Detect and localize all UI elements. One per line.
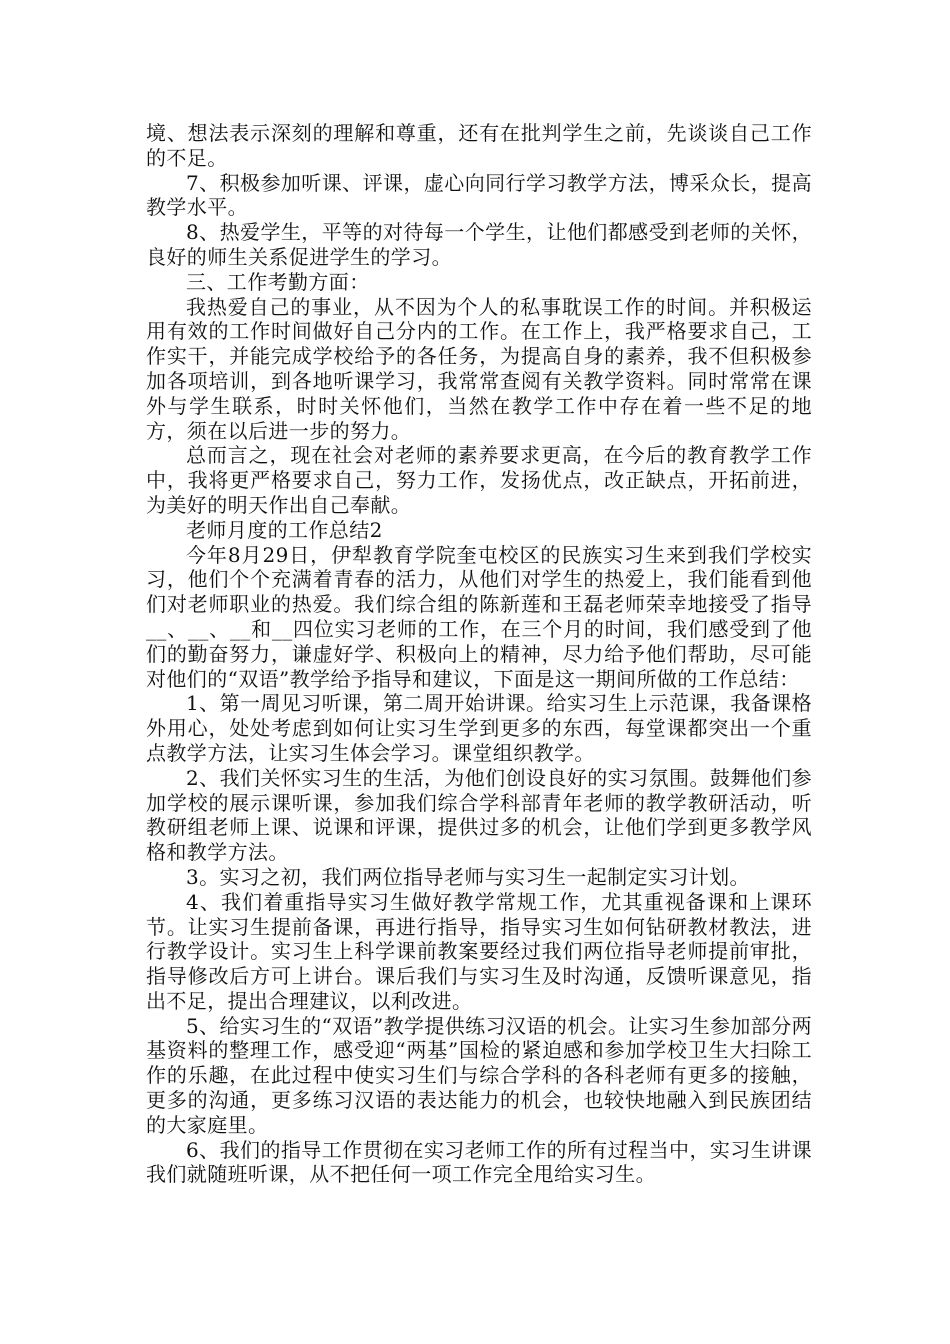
paragraph-point-1: 1、第一周见习听课，第二周开始讲课。给实习生上示范课，我备课格外用心，处处考虑到如何让实习生学到更多的东西，每堂课都突出一个重点教学方法，让实习生体会学习。课堂组织教学。 (146, 691, 812, 765)
paragraph-point-5: 5、给实习生的“双语”教学提供练习汉语的机会。让实习生参加部分两基资料的整理工作，感受迎“两基”国检的紧迫感和参加学校卫生大扫除工作的乐趣，在此过程中使实习生们与综合学科的各科老师有更多的接触，更多的沟通，更多练习汉语的表达能力的机会，也较快地融入到民族团结的大家庭里。 (146, 1013, 812, 1137)
paragraph-item-7: 7、积极参加听课、评课，虚心向同行学习教学方法，博采众长，提高教学水平。 (146, 170, 812, 220)
paragraph-point-4: 4、我们着重指导实习生做好教学常规工作，尤其重视备课和上课环节。让实习生提前备课，再进行指导，指导实习生如何钻研教材教法，进行教学设计。实习生上科学课前教案要经过我们两位指导老师提前审批，指导修改后方可上讲台。课后我们与实习生及时沟通，反馈听课意见，指出不足，提出合理建议，以利改进。 (146, 889, 812, 1013)
paragraph-point-2: 2、我们关怀实习生的生活，为他们创设良好的实习氛围。鼓舞他们参加学校的展示课听课，参加我们综合学科部青年老师的教学教研活动，听教研组老师上课、说课和评课，提供过多的机会，让他们学到更多教学风格和教学方法。 (146, 765, 812, 865)
paragraph-continuation: 境、想法表示深刻的理解和尊重，还有在批判学生之前，先谈谈自己工作的不足。 (146, 121, 812, 170)
paragraph-attendance: 我热爱自己的事业，从不因为个人的私事耽误工作的时间。并积极运用有效的工作时间做好自己分内的工作。在工作上，我严格要求自己，工作实干，并能完成学校给予的各任务，为提高自身的素养，我不但积极参加各项培训，到各地听课学习，我常常查阅有关教学资料。同时常常在课外与学生联系，时时关怀他们，当然在教学工作中存在着一些不足的地方，须在以后进一步的努力。 (146, 294, 812, 443)
paragraph-point-3: 3。实习之初，我们两位指导老师与实习生一起制定实习计划。 (186, 864, 750, 889)
paragraph-point-6: 6、我们的指导工作贯彻在实习老师工作的所有过程当中，实习生讲课我们就随班听课，从不把任何一项工作完全甩给实习生。 (146, 1137, 812, 1187)
document-body (146, 121, 812, 1187)
section-heading-attendance: 三、工作考勤方面： (186, 269, 370, 294)
paragraph-item-8: 8、热爱学生，平等的对待每一个学生，让他们都感受到老师的关怀，良好的师生关系促进学生的学习。 (146, 220, 812, 269)
paragraph-conclusion: 总而言之，现在社会对老师的素养要求更高，在今后的教育教学工作中，我将更严格要求自己，努力工作，发扬优点，改正缺点，开拓前进，为美好的明天作出自己奉献。 (146, 443, 812, 517)
section-title-summary-2: 老师月度的工作总结2 (186, 517, 383, 542)
paragraph-intro: 今年8月29日，伊犁教育学院奎屯校区的民族实习生来到我们学校实习，他们个个充满着青春的活力，从他们对学生的热爱上，我们能看到他们对老师职业的热爱。我们综合组的陈新莲和王磊老师荣幸地接受了指导__、__、__和__四位实习老师的工作，在三个月的时间，我们感受到了他们的勤奋努力，谦虚好学、积极向上的精神，尽力给予他们帮助，尽可能对他们的“双语”教学给予指导和建议，下面是这一期间所做的工作总结： (146, 542, 812, 691)
